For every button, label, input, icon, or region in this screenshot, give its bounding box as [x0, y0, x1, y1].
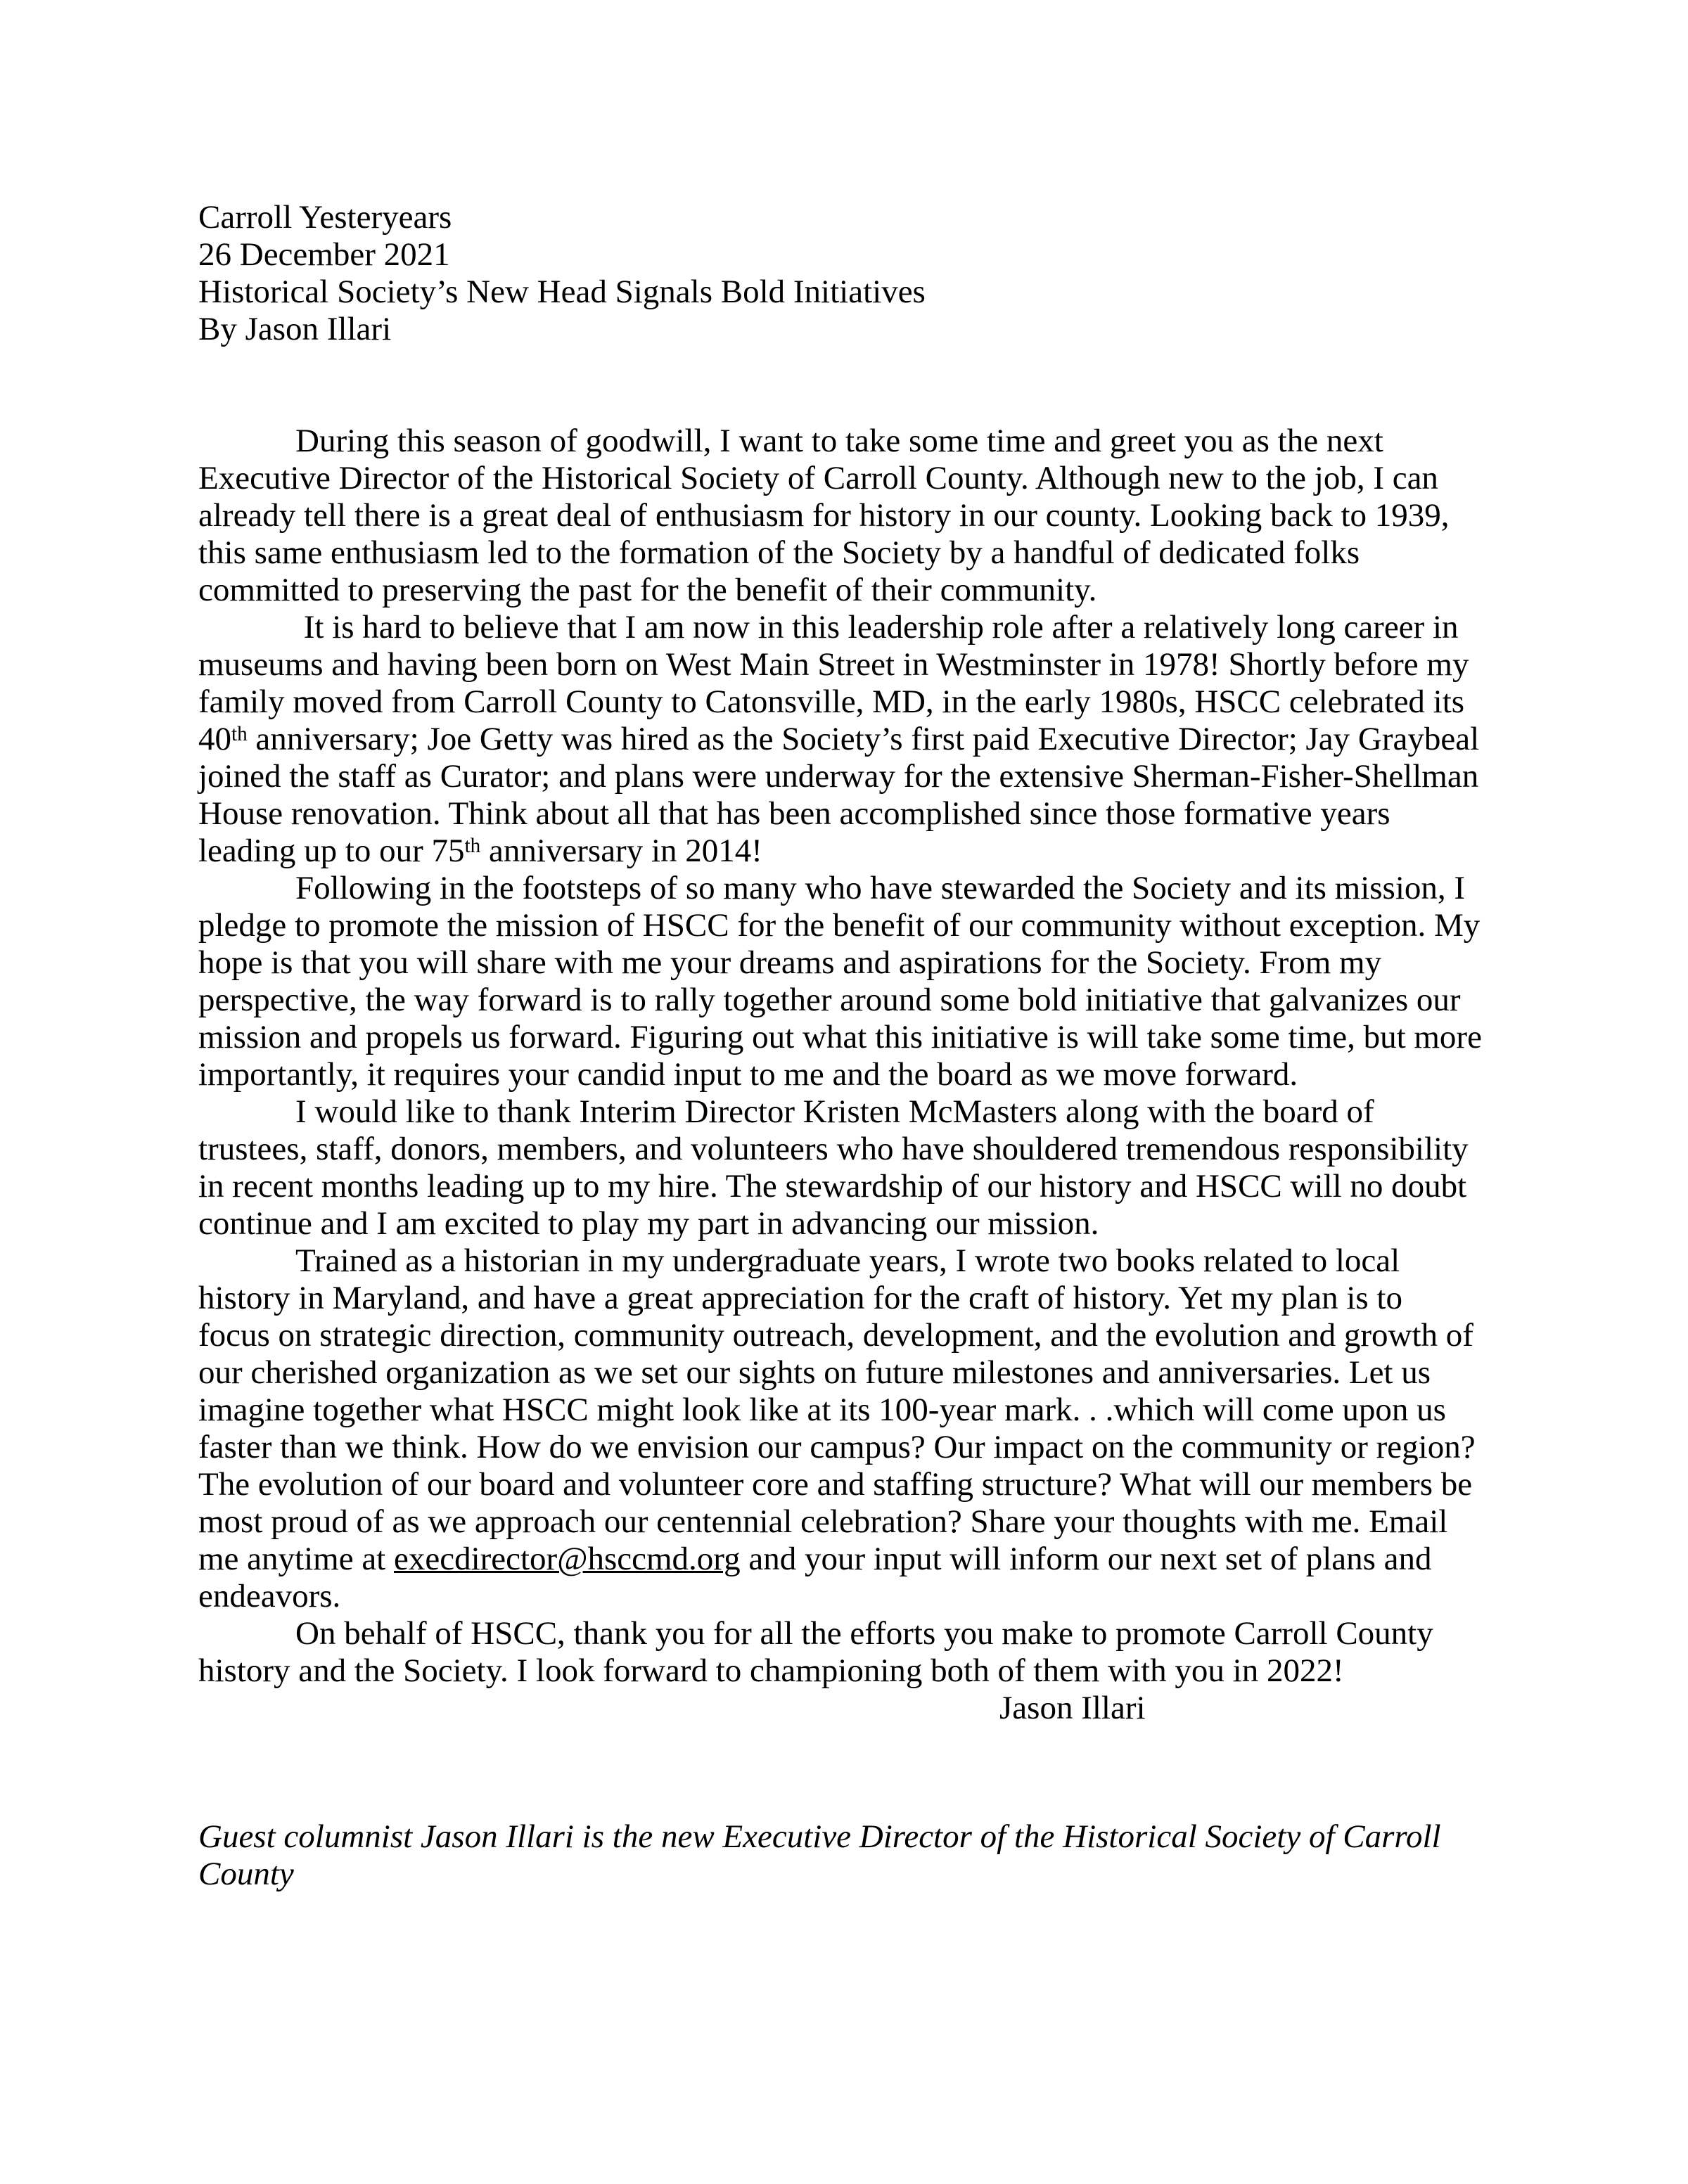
text-run: this same enthusiasm led to the formation of the Society by a handful of dedicated folks	[198, 534, 1360, 571]
text-run: history and the Society. I look forward to championing both of them with you in 2022!	[198, 1652, 1344, 1689]
text-run: During this season of goodwill, I want to take some time and greet you as the next	[295, 423, 1383, 459]
author-note	[198, 1818, 1577, 1893]
paragraph-3	[198, 870, 1577, 1093]
text-run: Executive Director of the Historical Society of Carroll County. Although new to the job, I can	[198, 460, 1438, 496]
publication-name: Carroll Yesteryears	[198, 199, 452, 236]
text-run: trustees, staff, donors, members, and volunteers who have shouldered tremendous responsibility	[198, 1131, 1469, 1167]
text-run: endeavors.	[198, 1578, 341, 1614]
article-body	[198, 423, 1519, 1727]
article-byline: By Jason Illari	[198, 311, 392, 347]
text-run: County	[198, 1856, 294, 1892]
text-run: history in Maryland, and have a great appreciation for the craft of history. Yet my plan is to	[198, 1280, 1402, 1316]
text-run: Following in the footsteps of so many who have stewarded the Society and its mission, I	[295, 870, 1466, 906]
text-run: 40	[198, 721, 231, 757]
text-run: focus on strategic direction, community outreach, development, and the evolution and growth of	[198, 1317, 1473, 1354]
text-run: On behalf of HSCC, thank you for all the efforts you make to promote Carroll County	[295, 1615, 1433, 1652]
text-run: in recent months leading up to my hire. The stewardship of our history and HSCC will no doubt	[198, 1168, 1467, 1205]
paragraph-5	[198, 1242, 1577, 1615]
text-run: continue and I am excited to play my part in advancing our mission.	[198, 1205, 1099, 1242]
text-run: pledge to promote the mission of HSCC for the benefit of our community without exception. My	[198, 907, 1481, 944]
text-run: me anytime at	[198, 1541, 394, 1577]
text-run: faster than we think. How do we envision our campus? Our impact on the community or region?	[198, 1429, 1476, 1465]
text-run: mission and propels us forward. Figuring out what this initiative is will take some time, but more	[198, 1019, 1482, 1055]
text-run: Guest columnist Jason Illari is the new Executive Director of the Historical Society of Carroll	[198, 1818, 1441, 1855]
paragraph-6	[198, 1615, 1577, 1690]
text-run: most proud of as we approach our centennial celebration? Share your thoughts with me. Email	[198, 1503, 1448, 1540]
email-link[interactable]: execdirector@hsccmd.org	[393, 1541, 741, 1577]
text-run: hope is that you will share with me your dreams and aspirations for the Society. From my	[198, 944, 1382, 981]
article-date: 26 December 2021	[198, 236, 450, 273]
text-run: leading up to our 75	[198, 833, 465, 869]
text-run: perspective, the way forward is to rally together around some bold initiative that galvanizes our	[198, 982, 1461, 1018]
paragraph-1	[198, 423, 1577, 609]
text-run: committed to preserving the past for the benefit of their community.	[198, 572, 1097, 608]
text-run: anniversary in 2014!	[480, 833, 762, 869]
text-run: family moved from Carroll County to Catonsville, MD, in the early 1980s, HSCC celebrated its	[198, 683, 1465, 720]
text-run: importantly, it requires your candid input to me and the board as we move forward.	[198, 1056, 1298, 1093]
text-run: The evolution of our board and volunteer core and staffing structure? What will our members be	[198, 1466, 1473, 1503]
text-run: Trained as a historian in my undergraduate years, I wrote two books related to local	[295, 1242, 1400, 1279]
document-header	[198, 199, 1519, 348]
text-run: our cherished organization as we set our sights on future milestones and anniversaries. Let us	[198, 1354, 1431, 1391]
signature-line: Jason Illari	[999, 1690, 1146, 1726]
article-title: Historical Society’s New Head Signals Bold Initiatives	[198, 274, 926, 310]
text-run: museums and having been born on West Main Street in Westminster in 1978! Shortly before my	[198, 646, 1469, 683]
superscript-text: th	[464, 834, 481, 857]
superscript-text: th	[231, 722, 248, 745]
text-run: House renovation. Think about all that has been accomplished since those formative years	[198, 795, 1390, 832]
text-run: It is hard to believe that I am now in this leadership role after a relatively long career in	[295, 609, 1459, 645]
paragraph-2	[198, 609, 1577, 870]
paragraph-4	[198, 1093, 1577, 1242]
text-run: already tell there is a great deal of enthusiasm for history in our county. Looking back to 1939,	[198, 497, 1450, 534]
text-run: joined the staff as Curator; and plans were underway for the extensive Sherman-Fisher-Shellman	[198, 758, 1479, 795]
text-run: and your input will inform our next set of plans and	[740, 1541, 1432, 1577]
text-run: I would like to thank Interim Director Kristen McMasters along with the board of	[295, 1093, 1374, 1130]
text-run: anniversary; Joe Getty was hired as the Society’s first paid Executive Director; Jay Graybeal	[247, 721, 1480, 757]
text-run: imagine together what HSCC might look like at its 100-year mark. . .which will come upon us	[198, 1392, 1446, 1428]
